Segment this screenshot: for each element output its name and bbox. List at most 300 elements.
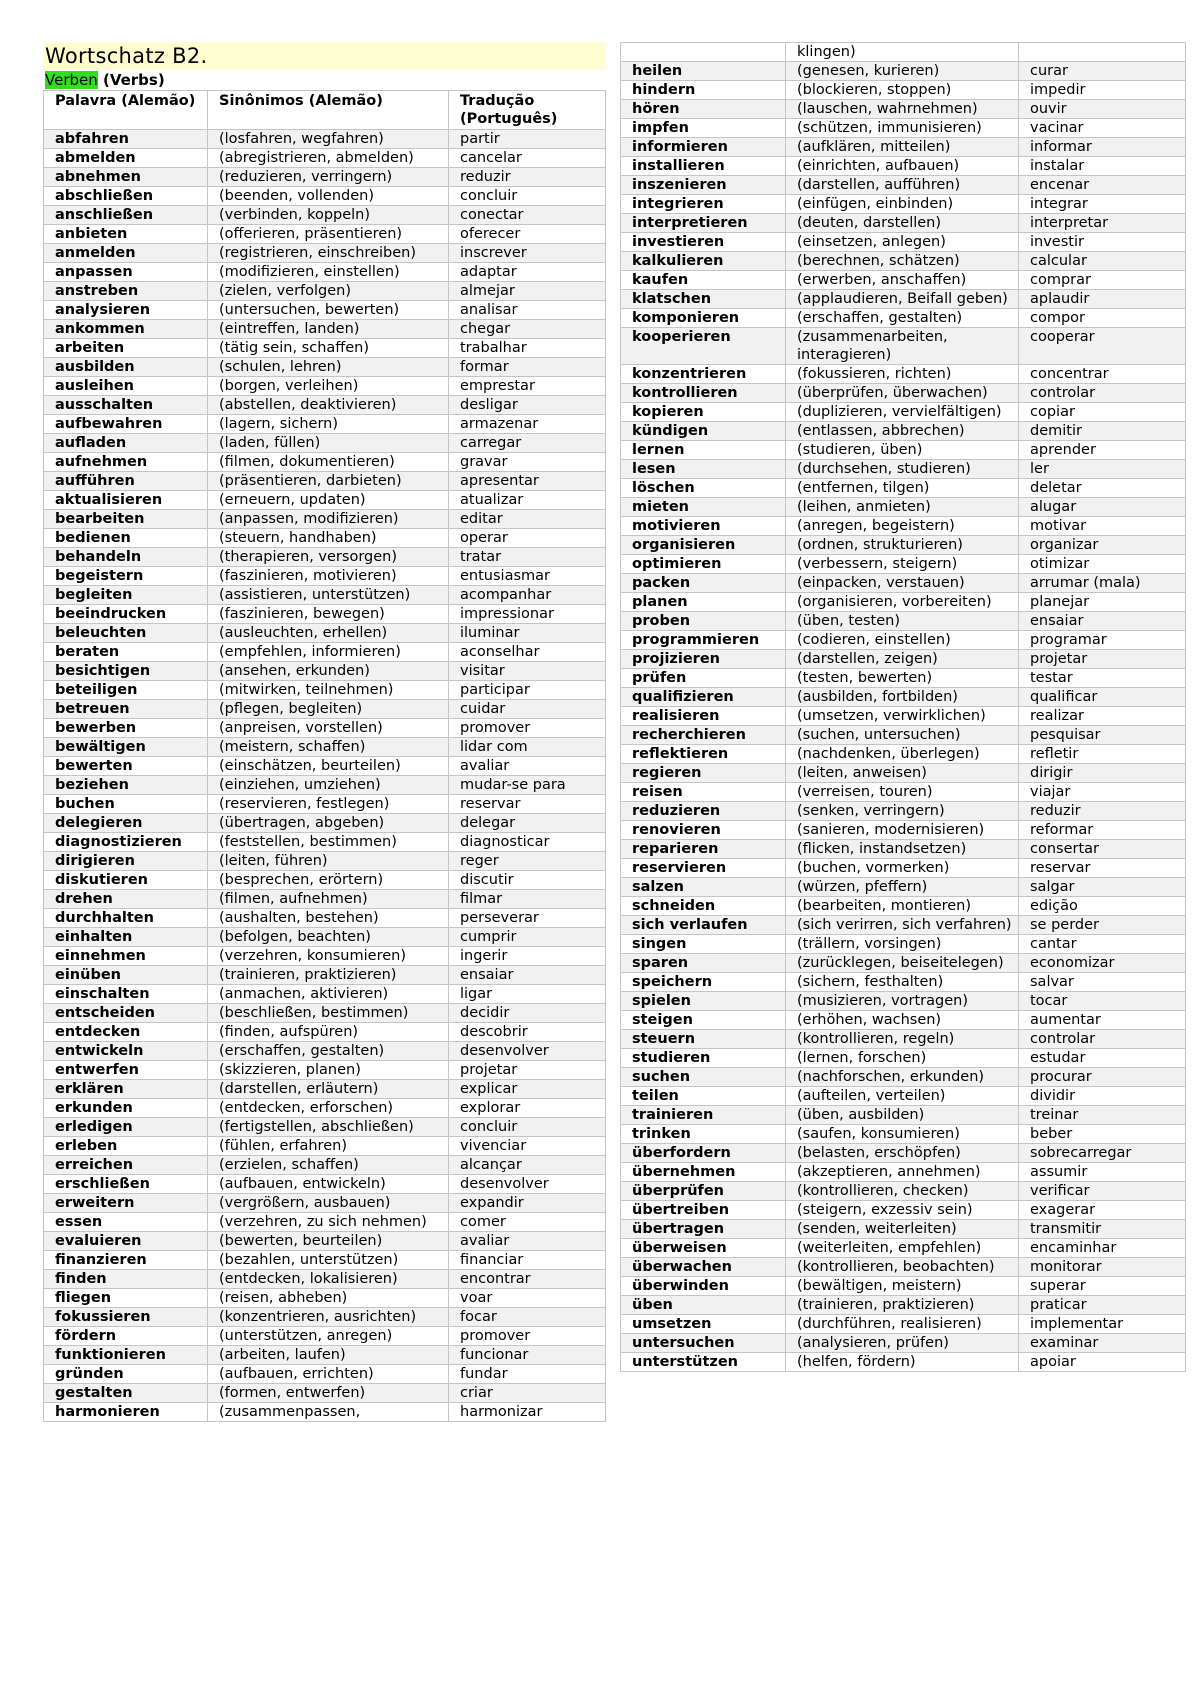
synonyms-cell: (laden, füllen) — [208, 434, 449, 453]
translation-cell: alcançar — [449, 1156, 606, 1175]
synonyms-cell: (filmen, dokumentieren) — [208, 453, 449, 472]
translation-cell: compor — [1019, 309, 1186, 328]
word-cell: erklären — [44, 1080, 208, 1099]
word-cell: gründen — [44, 1365, 208, 1384]
translation-cell: projetar — [1019, 650, 1186, 669]
translation-cell: financiar — [449, 1251, 606, 1270]
table-row — [44, 890, 606, 909]
translation-cell: exagerar — [1019, 1201, 1186, 1220]
translation-cell: sobrecarregar — [1019, 1144, 1186, 1163]
word-cell: erkunden — [44, 1099, 208, 1118]
word-cell: erleben — [44, 1137, 208, 1156]
vocab-table-right — [620, 42, 1186, 1372]
synonyms-cell: (leihen, anmieten) — [786, 498, 1019, 517]
translation-cell: refletir — [1019, 745, 1186, 764]
translation-cell: impressionar — [449, 605, 606, 624]
synonyms-cell: (berechnen, schätzen) — [786, 252, 1019, 271]
word-cell: mieten — [621, 498, 786, 517]
left-column — [43, 42, 606, 1422]
translation-cell: armazenar — [449, 415, 606, 434]
table-row — [621, 290, 1186, 309]
table-row — [44, 434, 606, 453]
table-row — [621, 422, 1186, 441]
synonyms-cell: (darstellen, aufführen) — [786, 176, 1019, 195]
synonyms-cell: (eintreffen, landen) — [208, 320, 449, 339]
synonyms-cell: (verreisen, touren) — [786, 783, 1019, 802]
translation-cell — [1019, 43, 1186, 62]
synonyms-cell: (aufbauen, entwickeln) — [208, 1175, 449, 1194]
synonyms-cell: (zusammenarbeiten, interagieren) — [786, 328, 1019, 365]
synonyms-cell: (sanieren, modernisieren) — [786, 821, 1019, 840]
synonyms-cell: (bezahlen, unterstützen) — [208, 1251, 449, 1270]
word-cell: steuern — [621, 1030, 786, 1049]
synonyms-cell: (verzehren, zu sich nehmen) — [208, 1213, 449, 1232]
translation-cell: fundar — [449, 1365, 606, 1384]
table-row — [44, 1384, 606, 1403]
word-cell: begeistern — [44, 567, 208, 586]
translation-cell: iluminar — [449, 624, 606, 643]
word-cell: überfordern — [621, 1144, 786, 1163]
table-row — [621, 271, 1186, 290]
table-row — [621, 726, 1186, 745]
synonyms-cell: (lernen, forschen) — [786, 1049, 1019, 1068]
synonyms-cell: (organisieren, vorbereiten) — [786, 593, 1019, 612]
synonyms-cell: (fühlen, erfahren) — [208, 1137, 449, 1156]
synonyms-cell: (üben, testen) — [786, 612, 1019, 631]
table-row — [621, 1011, 1186, 1030]
synonyms-cell: (bewerten, beurteilen) — [208, 1232, 449, 1251]
translation-cell: lidar com — [449, 738, 606, 757]
table-row — [44, 662, 606, 681]
synonyms-cell: (offerieren, präsentieren) — [208, 225, 449, 244]
word-cell: anpassen — [44, 263, 208, 282]
synonyms-cell: (bearbeiten, montieren) — [786, 897, 1019, 916]
translation-cell: criar — [449, 1384, 606, 1403]
table-row — [621, 859, 1186, 878]
word-cell: trinken — [621, 1125, 786, 1144]
synonyms-cell: (verzehren, konsumieren) — [208, 947, 449, 966]
word-cell: anbieten — [44, 225, 208, 244]
translation-cell: edição — [1019, 897, 1186, 916]
synonyms-cell: (ausleuchten, erhellen) — [208, 624, 449, 643]
synonyms-cell: (duplizieren, vervielfältigen) — [786, 403, 1019, 422]
table-row — [621, 897, 1186, 916]
table-row — [621, 214, 1186, 233]
table-row — [621, 1068, 1186, 1087]
translation-cell: gravar — [449, 453, 606, 472]
word-cell: abmelden — [44, 149, 208, 168]
translation-cell: transmitir — [1019, 1220, 1186, 1239]
translation-cell: interpretar — [1019, 214, 1186, 233]
translation-cell: copiar — [1019, 403, 1186, 422]
translation-cell: voar — [449, 1289, 606, 1308]
table-row — [621, 498, 1186, 517]
word-cell: umsetzen — [621, 1315, 786, 1334]
table-row — [621, 517, 1186, 536]
translation-cell: desenvolver — [449, 1175, 606, 1194]
translation-cell: avaliar — [449, 757, 606, 776]
synonyms-cell: (ordnen, strukturieren) — [786, 536, 1019, 555]
translation-cell: reservar — [449, 795, 606, 814]
synonyms-cell: (durchführen, realisieren) — [786, 1315, 1019, 1334]
header-translation: Tradução (Português) — [449, 91, 606, 130]
synonyms-cell: (suchen, untersuchen) — [786, 726, 1019, 745]
synonyms-cell: (feststellen, bestimmen) — [208, 833, 449, 852]
translation-cell: ler — [1019, 460, 1186, 479]
translation-cell: operar — [449, 529, 606, 548]
translation-cell: dirigir — [1019, 764, 1186, 783]
table-row — [621, 1201, 1186, 1220]
table-row — [621, 992, 1186, 1011]
synonyms-cell: (aushalten, bestehen) — [208, 909, 449, 928]
synonyms-cell: (präsentieren, darbieten) — [208, 472, 449, 491]
translation-cell: emprestar — [449, 377, 606, 396]
word-cell: analysieren — [44, 301, 208, 320]
synonyms-cell: (verbinden, koppeln) — [208, 206, 449, 225]
synonyms-cell: (schulen, lehren) — [208, 358, 449, 377]
synonyms-cell: (trainieren, praktizieren) — [786, 1296, 1019, 1315]
synonyms-cell: (beschließen, bestimmen) — [208, 1004, 449, 1023]
word-cell: essen — [44, 1213, 208, 1232]
translation-cell: controlar — [1019, 384, 1186, 403]
word-cell: hören — [621, 100, 786, 119]
table-row — [44, 510, 606, 529]
word-cell: suchen — [621, 1068, 786, 1087]
table-row — [44, 206, 606, 225]
synonyms-cell: (einschätzen, beurteilen) — [208, 757, 449, 776]
word-cell: bearbeiten — [44, 510, 208, 529]
table-row — [621, 973, 1186, 992]
table-row — [44, 719, 606, 738]
translation-cell: apoiar — [1019, 1353, 1186, 1372]
synonyms-cell: (arbeiten, laufen) — [208, 1346, 449, 1365]
translation-cell: procurar — [1019, 1068, 1186, 1087]
translation-cell: partir — [449, 130, 606, 149]
word-cell: funktionieren — [44, 1346, 208, 1365]
synonyms-cell: (helfen, fördern) — [786, 1353, 1019, 1372]
table-row — [621, 954, 1186, 973]
synonyms-cell: (einsetzen, anlegen) — [786, 233, 1019, 252]
synonyms-cell: (umsetzen, verwirklichen) — [786, 707, 1019, 726]
table-row — [621, 1182, 1186, 1201]
translation-cell: tratar — [449, 548, 606, 567]
table-row — [44, 947, 606, 966]
table-row — [621, 1030, 1186, 1049]
synonyms-cell: (abregistrieren, abmelden) — [208, 149, 449, 168]
synonyms-cell: (überprüfen, überwachen) — [786, 384, 1019, 403]
word-cell: recherchieren — [621, 726, 786, 745]
translation-cell: beber — [1019, 1125, 1186, 1144]
table-row — [621, 669, 1186, 688]
translation-cell: ouvir — [1019, 100, 1186, 119]
word-cell: ausschalten — [44, 396, 208, 415]
translation-cell: calcular — [1019, 252, 1186, 271]
table-row — [44, 320, 606, 339]
word-cell: übertreiben — [621, 1201, 786, 1220]
word-cell: aufnehmen — [44, 453, 208, 472]
table-row — [44, 1137, 606, 1156]
word-cell: reflektieren — [621, 745, 786, 764]
translation-cell: reduzir — [449, 168, 606, 187]
word-cell: einnehmen — [44, 947, 208, 966]
word-cell: reduzieren — [621, 802, 786, 821]
word-cell: fliegen — [44, 1289, 208, 1308]
table-row — [44, 244, 606, 263]
word-cell: abnehmen — [44, 168, 208, 187]
word-cell: ausleihen — [44, 377, 208, 396]
synonyms-cell: (reservieren, festlegen) — [208, 795, 449, 814]
translation-cell: perseverar — [449, 909, 606, 928]
synonyms-cell: (schützen, immunisieren) — [786, 119, 1019, 138]
synonyms-cell: (testen, bewerten) — [786, 669, 1019, 688]
synonyms-cell: (übertragen, abgeben) — [208, 814, 449, 833]
synonyms-cell: (applaudieren, Beifall geben) — [786, 290, 1019, 309]
word-cell: arbeiten — [44, 339, 208, 358]
table-row — [621, 707, 1186, 726]
word-cell: löschen — [621, 479, 786, 498]
word-cell: investieren — [621, 233, 786, 252]
table-row — [621, 365, 1186, 384]
translation-cell: carregar — [449, 434, 606, 453]
translation-cell: comprar — [1019, 271, 1186, 290]
translation-cell: aconselhar — [449, 643, 606, 662]
synonyms-cell: (codieren, einstellen) — [786, 631, 1019, 650]
table-row — [44, 700, 606, 719]
table-row — [621, 802, 1186, 821]
word-cell: kooperieren — [621, 328, 786, 365]
synonyms-cell: (senden, weiterleiten) — [786, 1220, 1019, 1239]
table-row — [44, 1403, 606, 1422]
synonyms-cell: (skizzieren, planen) — [208, 1061, 449, 1080]
translation-cell: aumentar — [1019, 1011, 1186, 1030]
translation-cell: adaptar — [449, 263, 606, 282]
synonyms-cell: (einpacken, verstauen) — [786, 574, 1019, 593]
translation-cell: cuidar — [449, 700, 606, 719]
table-row — [44, 282, 606, 301]
synonyms-cell: (reisen, abheben) — [208, 1289, 449, 1308]
table-row — [44, 1080, 606, 1099]
table-row — [44, 795, 606, 814]
header-synonyms: Sinônimos (Alemão) — [208, 91, 449, 130]
translation-cell: realizar — [1019, 707, 1186, 726]
table-row — [44, 776, 606, 795]
word-cell: installieren — [621, 157, 786, 176]
document-title: Wortschatz B2. — [43, 42, 606, 70]
table-row — [44, 1194, 606, 1213]
word-cell: spielen — [621, 992, 786, 1011]
word-cell: einüben — [44, 966, 208, 985]
word-cell: dirigieren — [44, 852, 208, 871]
table-row — [44, 453, 606, 472]
translation-cell: qualificar — [1019, 688, 1186, 707]
word-cell: erledigen — [44, 1118, 208, 1137]
synonyms-cell: (steuern, handhaben) — [208, 529, 449, 548]
synonyms-cell: (genesen, kurieren) — [786, 62, 1019, 81]
word-cell: harmonieren — [44, 1403, 208, 1422]
word-cell: organisieren — [621, 536, 786, 555]
table-row — [621, 612, 1186, 631]
word-cell: salzen — [621, 878, 786, 897]
table-row — [621, 1277, 1186, 1296]
word-cell: schneiden — [621, 897, 786, 916]
synonyms-cell: (faszinieren, bewegen) — [208, 605, 449, 624]
synonyms-cell: (aufklären, mitteilen) — [786, 138, 1019, 157]
table-row — [621, 916, 1186, 935]
translation-cell: visitar — [449, 662, 606, 681]
synonyms-cell: (zurücklegen, beiseitelegen) — [786, 954, 1019, 973]
word-cell: beraten — [44, 643, 208, 662]
table-row — [44, 1270, 606, 1289]
table-row — [44, 1289, 606, 1308]
table-row — [44, 1156, 606, 1175]
synonyms-cell: (meistern, schaffen) — [208, 738, 449, 757]
synonyms-cell: (erzielen, schaffen) — [208, 1156, 449, 1175]
translation-cell: investir — [1019, 233, 1186, 252]
word-cell: kaufen — [621, 271, 786, 290]
table-header-row — [44, 91, 606, 130]
table-row — [44, 966, 606, 985]
word-cell: betreuen — [44, 700, 208, 719]
word-cell: beeindrucken — [44, 605, 208, 624]
synonyms-cell: (anmachen, aktivieren) — [208, 985, 449, 1004]
table-row — [621, 593, 1186, 612]
word-cell: realisieren — [621, 707, 786, 726]
translation-cell: cumprir — [449, 928, 606, 947]
translation-cell: chegar — [449, 320, 606, 339]
table-row — [621, 574, 1186, 593]
synonyms-cell: (entlassen, abbrechen) — [786, 422, 1019, 441]
translation-cell: monitorar — [1019, 1258, 1186, 1277]
translation-cell: examinar — [1019, 1334, 1186, 1353]
synonyms-cell: (studieren, üben) — [786, 441, 1019, 460]
synonyms-cell: (blockieren, stoppen) — [786, 81, 1019, 100]
translation-cell: discutir — [449, 871, 606, 890]
table-row — [44, 149, 606, 168]
table-row — [44, 1175, 606, 1194]
synonyms-cell: (erwerben, anschaffen) — [786, 271, 1019, 290]
translation-cell: implementar — [1019, 1315, 1186, 1334]
table-row — [44, 396, 606, 415]
translation-cell: editar — [449, 510, 606, 529]
translation-cell: salgar — [1019, 878, 1186, 897]
table-row — [621, 1334, 1186, 1353]
translation-cell: focar — [449, 1308, 606, 1327]
synonyms-cell: (einrichten, aufbauen) — [786, 157, 1019, 176]
table-row — [44, 681, 606, 700]
word-cell: aktualisieren — [44, 491, 208, 510]
synonyms-cell: (aufteilen, verteilen) — [786, 1087, 1019, 1106]
table-row — [621, 1220, 1186, 1239]
table-row — [621, 309, 1186, 328]
translation-cell: diagnosticar — [449, 833, 606, 852]
table-row — [44, 358, 606, 377]
synonyms-cell: (filmen, aufnehmen) — [208, 890, 449, 909]
word-cell: lesen — [621, 460, 786, 479]
translation-cell: economizar — [1019, 954, 1186, 973]
word-cell: sich verlaufen — [621, 916, 786, 935]
translation-cell: desligar — [449, 396, 606, 415]
table-row — [44, 1365, 606, 1384]
table-row — [44, 909, 606, 928]
word-cell: anschließen — [44, 206, 208, 225]
word-cell: entwickeln — [44, 1042, 208, 1061]
table-row — [621, 764, 1186, 783]
table-row — [621, 1239, 1186, 1258]
synonyms-cell: (mitwirken, teilnehmen) — [208, 681, 449, 700]
synonyms-cell: (einfügen, einbinden) — [786, 195, 1019, 214]
synonyms-cell: (saufen, konsumieren) — [786, 1125, 1019, 1144]
word-cell: überweisen — [621, 1239, 786, 1258]
table-row — [621, 1125, 1186, 1144]
table-row — [621, 1258, 1186, 1277]
translation-cell: reformar — [1019, 821, 1186, 840]
synonyms-cell: (entdecken, erforschen) — [208, 1099, 449, 1118]
table-row — [44, 1023, 606, 1042]
table-row — [621, 479, 1186, 498]
table-row — [44, 1346, 606, 1365]
word-cell: diskutieren — [44, 871, 208, 890]
table-row — [621, 62, 1186, 81]
word-cell: kalkulieren — [621, 252, 786, 271]
word-cell: trainieren — [621, 1106, 786, 1125]
table-row — [621, 650, 1186, 669]
translation-cell: concentrar — [1019, 365, 1186, 384]
synonyms-cell: (losfahren, wegfahren) — [208, 130, 449, 149]
translation-cell: encaminhar — [1019, 1239, 1186, 1258]
word-cell: behandeln — [44, 548, 208, 567]
table-row — [44, 415, 606, 434]
translation-cell: projetar — [449, 1061, 606, 1080]
word-cell: überprüfen — [621, 1182, 786, 1201]
table-row — [621, 81, 1186, 100]
table-row — [44, 814, 606, 833]
synonyms-cell: (therapieren, versorgen) — [208, 548, 449, 567]
translation-cell: inscrever — [449, 244, 606, 263]
synonyms-cell: (erschaffen, gestalten) — [208, 1042, 449, 1061]
synonyms-cell: klingen) — [786, 43, 1019, 62]
table-row — [621, 840, 1186, 859]
header-word: Palavra (Alemão) — [44, 91, 208, 130]
word-cell: entdecken — [44, 1023, 208, 1042]
synonyms-cell: (beenden, vollenden) — [208, 187, 449, 206]
synonyms-cell: (registrieren, einschreiben) — [208, 244, 449, 263]
table-row — [44, 377, 606, 396]
translation-cell: filmar — [449, 890, 606, 909]
table-row — [44, 1213, 606, 1232]
word-cell: erschließen — [44, 1175, 208, 1194]
word-cell: bedienen — [44, 529, 208, 548]
word-cell: motivieren — [621, 517, 786, 536]
synonyms-cell: (formen, entwerfen) — [208, 1384, 449, 1403]
synonyms-cell: (untersuchen, bewerten) — [208, 301, 449, 320]
synonyms-cell: (vergrößern, ausbauen) — [208, 1194, 449, 1213]
translation-cell: avaliar — [449, 1232, 606, 1251]
word-cell: finden — [44, 1270, 208, 1289]
word-cell: fördern — [44, 1327, 208, 1346]
word-cell: beleuchten — [44, 624, 208, 643]
word-cell: prüfen — [621, 669, 786, 688]
table-row — [621, 441, 1186, 460]
word-cell: impfen — [621, 119, 786, 138]
word-cell: finanzieren — [44, 1251, 208, 1270]
translation-cell: verificar — [1019, 1182, 1186, 1201]
translation-cell: cancelar — [449, 149, 606, 168]
table-row — [621, 1106, 1186, 1125]
translation-cell: expandir — [449, 1194, 606, 1213]
translation-cell: vivenciar — [449, 1137, 606, 1156]
synonyms-cell: (fertigstellen, abschließen) — [208, 1118, 449, 1137]
subtitle-rest: (Verbs) — [97, 71, 165, 89]
